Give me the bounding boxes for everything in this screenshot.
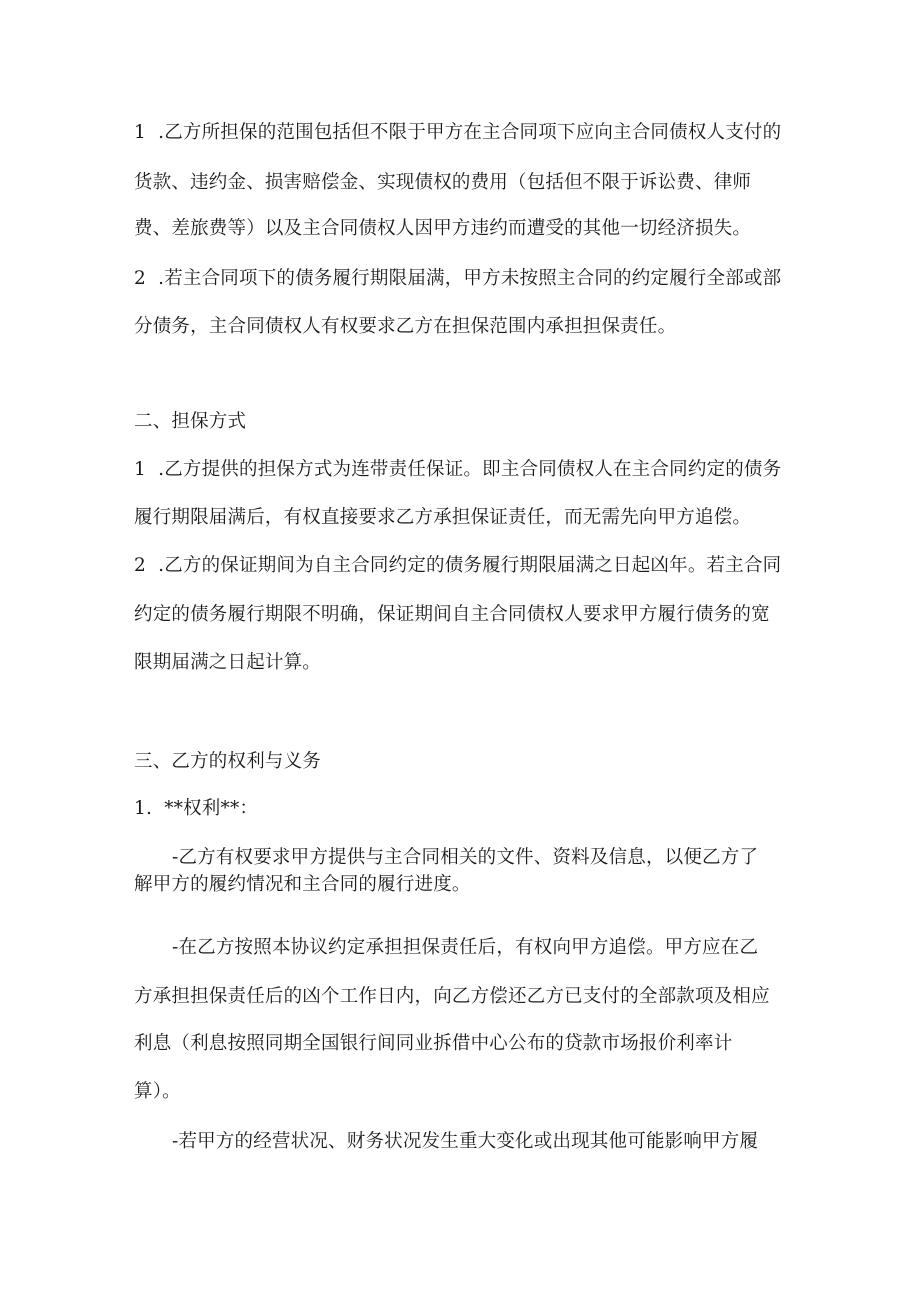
- clause-2-line-2: 分债务，主合同债权人有权要求乙方在担保范围内承担担保责任。: [134, 316, 677, 337]
- rights-para-2-line-4: 算）。: [134, 1081, 181, 1102]
- method-clause-1-line-1: 1 .乙方提供的担保方式为连带责任保证。即主合同债权人在主合同约定的债务: [134, 459, 782, 480]
- clause-1-line-1: 1 .乙方所担保的范围包括但不限于甲方在主合同项下应向主合同债权人支付的: [134, 122, 782, 143]
- clause-2-line-1: 2 .若主合同项下的债务履行期限届满，甲方未按照主合同的约定履行全部或部: [134, 268, 782, 289]
- method-clause-2-line-3: 限期届满之日起计算。: [134, 652, 322, 673]
- section-heading-guarantee-method: 二、担保方式: [134, 411, 247, 432]
- clause-1-line-2: 货款、违约金、损害赔偿金、实现债权的费用（包括但不限于诉讼费、律师: [134, 172, 752, 193]
- clause-1-line-3: 费、差旅费等）以及主合同债权人因甲方违约而遭受的其他一切经济损失。: [134, 218, 752, 239]
- rights-para-3-line-1: -若甲方的经营状况、财务状况发生重大变化或出现其他可能影响甲方履: [172, 1131, 759, 1152]
- rights-para-1-line-1: -乙方有权要求甲方提供与主合同相关的文件、资料及信息，以便乙方了: [172, 847, 759, 868]
- method-clause-2-line-1: 2 .乙方的保证期间为自主合同约定的债务履行期限届满之日起凶年。若主合同: [134, 555, 782, 576]
- rights-para-2-line-3: 利息（利息按照同期全国银行间同业拆借中心公布的贷款市场报价利率计: [134, 1033, 733, 1054]
- section-heading-rights-obligations: 三、乙方的权利与义务: [134, 751, 322, 772]
- rights-title: 1. **权利**：: [134, 798, 259, 819]
- rights-para-1-line-2: 解甲方的履约情况和主合同的履行进度。: [134, 874, 471, 895]
- method-clause-1-line-2: 履行期限届满后，有权直接要求乙方承担保证责任，而无需先向甲方追偿。: [134, 507, 752, 528]
- rights-para-2-line-1: -在乙方按照本协议约定承担担保责任后，有权向甲方追偿。甲方应在乙: [172, 937, 759, 958]
- rights-para-2-line-2: 方承担担保责任后的凶个工作日内，向乙方偿还乙方已支付的全部款项及相应: [134, 986, 770, 1007]
- method-clause-2-line-2: 约定的债务履行期限不明确，保证期间自主合同债权人要求甲方履行债务的宽: [134, 604, 770, 625]
